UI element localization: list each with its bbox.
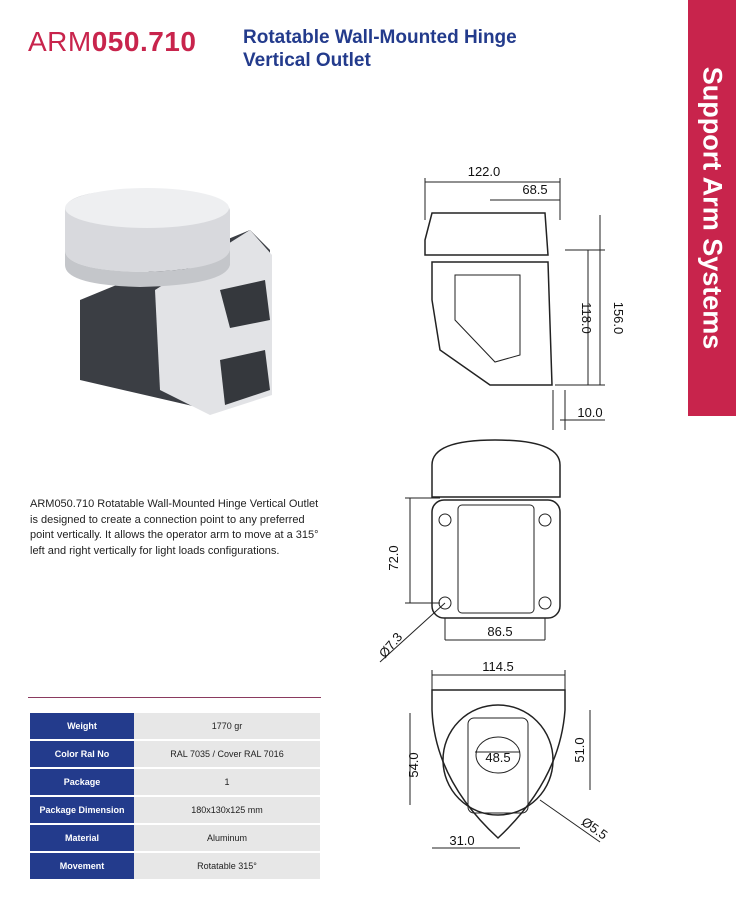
dim-front-vertical: 72.0 (386, 545, 401, 571)
spec-key: Package (30, 769, 134, 795)
table-row (30, 769, 320, 795)
product-description: ARM050.710 Rotatable Wall-Mounted Hinge Vertical Outlet is designed to create a connection point to any preferred point vertically. It allows the operator arm to move at a 315° left and right vertically for light loads configurations. (30, 498, 319, 557)
dim-top-height-right: 51.0 (572, 737, 587, 763)
table-row (30, 825, 320, 851)
divider (28, 697, 321, 698)
dim-front-horizontal: 86.5 (487, 624, 513, 639)
code-prefix: ARM (28, 26, 92, 57)
dim-top-width: 114.5 (482, 659, 514, 674)
title-line-2: Vertical Outlet (243, 50, 371, 71)
dim-top-bottom: 31.0 (449, 833, 475, 848)
dim-top-height-left: 54.0 (406, 752, 421, 778)
dim-side-height-inner: 118.0 (579, 302, 594, 334)
dim-side-height-total: 156.0 (611, 301, 626, 335)
sidebar-label: Support Arm Systems (697, 66, 728, 350)
spec-key: Weight (30, 713, 134, 739)
dim-top-center: 48.5 (485, 750, 511, 765)
dim-side-depth: 68.5 (522, 182, 548, 197)
spec-table (30, 711, 320, 881)
spec-key: Movement (30, 853, 134, 879)
spec-key: Package Dimension (30, 797, 134, 823)
table-row (30, 797, 320, 823)
dim-top-hole: Ø5.5 (578, 814, 611, 843)
spec-value: Aluminum (134, 825, 320, 851)
spec-value: 1770 gr (134, 713, 320, 739)
spec-key: Color Ral No (30, 741, 134, 767)
dim-side-offset: 10.0 (577, 405, 603, 420)
dim-front-hole: Ø7.3 (375, 629, 406, 661)
table-row (30, 713, 320, 739)
table-row (30, 853, 320, 879)
dim-side-width: 122.0 (467, 164, 501, 179)
spec-value: Rotatable 315° (134, 853, 320, 879)
title-line-1: Rotatable Wall-Mounted Hinge (243, 27, 517, 48)
spec-value: RAL 7035 / Cover RAL 7016 (134, 741, 320, 767)
spec-key: Material (30, 825, 134, 851)
spec-value: 1 (134, 769, 320, 795)
table-row (30, 741, 320, 767)
code-number: 050.710 (91, 26, 197, 57)
spec-value: 180x130x125 mm (134, 797, 320, 823)
